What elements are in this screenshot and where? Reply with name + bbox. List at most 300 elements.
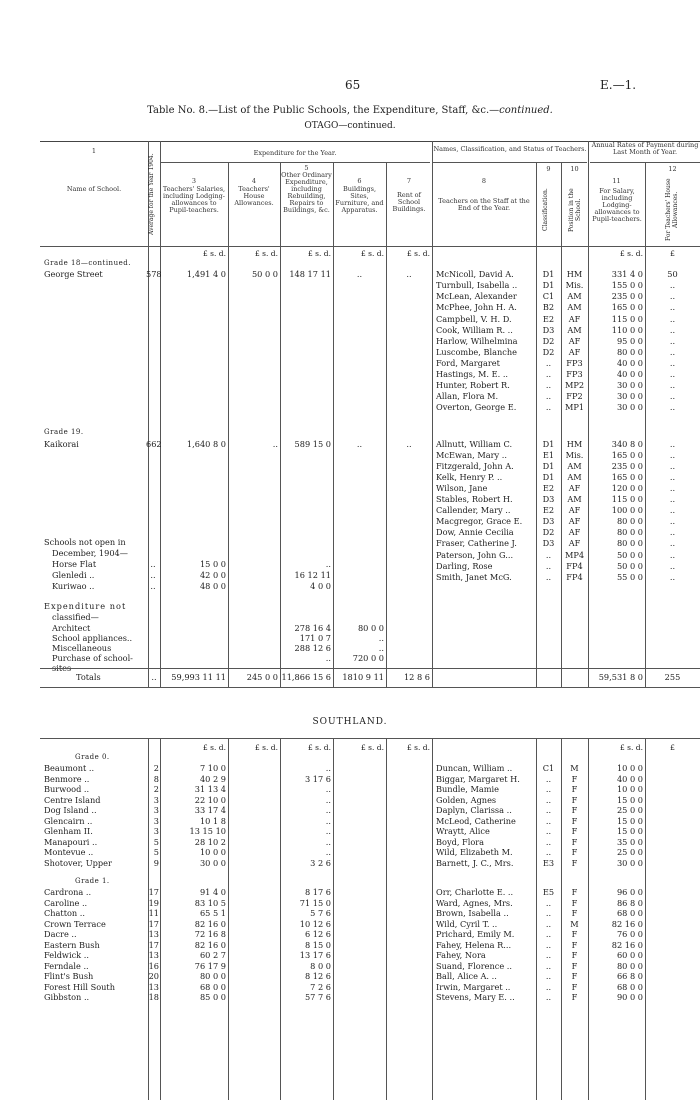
teacher-name: Prichard, Emily M. bbox=[436, 929, 515, 940]
school-salaries: 1,640 8 0 bbox=[186, 438, 226, 449]
school-salaries: 91 4 0 bbox=[199, 887, 226, 898]
school-average: 662 bbox=[146, 438, 162, 449]
vrule-6 bbox=[386, 162, 387, 687]
teacher-position: F bbox=[571, 908, 578, 919]
lsd-col11: £ s. d. bbox=[620, 249, 643, 258]
school-name: Shotover, Upper bbox=[44, 857, 112, 868]
col12-number: 12 bbox=[668, 165, 677, 173]
teacher-salary: 115 0 0 bbox=[611, 313, 643, 324]
teacher-salary: 30 0 0 bbox=[616, 380, 643, 391]
school-salaries: 22 10 0 bbox=[194, 794, 226, 805]
school-average: 17 bbox=[148, 939, 159, 950]
teacher-position: MP1 bbox=[564, 402, 585, 413]
teacher-name: Allan, Flora M. bbox=[436, 391, 499, 402]
school-average: 17 bbox=[148, 887, 159, 898]
teacher-class: .. bbox=[545, 950, 552, 961]
teacher-class: .. bbox=[545, 897, 552, 908]
school-name: Caroline .. bbox=[44, 897, 88, 908]
col3-header: Teachers' Salaries, including Lodging-allowances to Pupil-teachers. bbox=[162, 185, 226, 214]
totals-salary-rate: 59,531 8 0 bbox=[598, 672, 643, 682]
school-other: 7 2 6 bbox=[310, 981, 331, 992]
teacher-name: Hastings, M. E. .. bbox=[436, 369, 509, 379]
teacher-name: Fitzgerald, John A. bbox=[436, 460, 514, 471]
teacher-name: Hunter, Robert R. bbox=[436, 380, 510, 391]
teacher-house-allowance: .. bbox=[669, 494, 676, 504]
school-name: Benmore .. bbox=[44, 773, 90, 784]
teacher-position: MP2 bbox=[564, 380, 585, 391]
unclassified-buildings: .. bbox=[378, 632, 384, 643]
teacher-position: F bbox=[571, 805, 578, 816]
southland-title: SOUTHLAND. bbox=[312, 717, 388, 727]
totals-house: 245 0 0 bbox=[246, 672, 278, 682]
sl-lsd-col6: £ s. d. bbox=[361, 743, 384, 752]
teacher-salary: 15 0 0 bbox=[616, 794, 643, 805]
school-other: 8 15 0 bbox=[304, 939, 331, 950]
teacher-house-allowance: .. bbox=[669, 482, 676, 493]
lsd-col3: £ s. d. bbox=[203, 249, 226, 258]
unclassified-item: School appliances.. bbox=[52, 632, 133, 643]
school-name: Kaikorai bbox=[44, 438, 79, 449]
totals-rule bbox=[40, 668, 700, 669]
teacher-position: AF bbox=[568, 482, 581, 493]
teacher-house-allowance: .. bbox=[669, 324, 676, 335]
teacher-position: AF bbox=[568, 346, 581, 357]
school-other: 13 17 6 bbox=[299, 950, 331, 961]
teacher-house-allowance: .. bbox=[669, 516, 676, 527]
school-average: 3 bbox=[153, 794, 159, 805]
totals-salaries: 59,993 11 11 bbox=[171, 672, 226, 682]
vrule-8 bbox=[536, 162, 537, 687]
teacher-class: E1 bbox=[542, 449, 555, 460]
teacher-position: F bbox=[571, 939, 578, 950]
teacher-salary: 10 0 0 bbox=[616, 763, 643, 774]
teacher-name: Harlow, Wilhelmina bbox=[436, 335, 518, 346]
sl-lsd-col11: £ s. d. bbox=[620, 743, 643, 752]
teacher-position: FP4 bbox=[566, 571, 583, 582]
teacher-position: AM bbox=[567, 471, 582, 482]
teacher-position: Mis. bbox=[565, 449, 584, 460]
teacher-house-allowance: .. bbox=[669, 369, 676, 379]
teacher-name: Boyd, Flora bbox=[436, 836, 485, 847]
teacher-class: .. bbox=[545, 992, 552, 1003]
col9-header: Classification. bbox=[542, 188, 549, 232]
grade-heading: Grade 18—continued. bbox=[44, 259, 131, 267]
teacher-salary: 155 0 0 bbox=[611, 280, 643, 291]
teacher-salary: 165 0 0 bbox=[611, 471, 643, 482]
col6-number: 6 bbox=[357, 177, 362, 185]
teacher-position: HM bbox=[566, 269, 583, 280]
vrule-11 bbox=[645, 162, 646, 687]
teacher-house-allowance: .. bbox=[669, 549, 676, 560]
teacher-position: AF bbox=[568, 313, 581, 324]
teacher-salary: 82 16 0 bbox=[611, 918, 643, 929]
notopen-salaries: 42 0 0 bbox=[199, 570, 226, 581]
teacher-name: Overton, George E. bbox=[436, 402, 517, 413]
sl-lsd-col7: £ s. d. bbox=[407, 743, 430, 752]
col5-header: Other Ordinary Expenditure, including Rebuilding, Repairs to Buildings, &c. bbox=[281, 171, 332, 214]
col-name-header: Name of School. bbox=[66, 185, 122, 193]
teacher-position: AM bbox=[567, 302, 582, 313]
unclassified-buildings: 80 0 0 bbox=[357, 622, 384, 633]
teacher-salary: 80 0 0 bbox=[616, 516, 643, 527]
school-salaries: 68 0 0 bbox=[199, 981, 226, 992]
teacher-house-allowance: .. bbox=[669, 527, 676, 538]
school-other: .. bbox=[325, 836, 331, 847]
teacher-house-allowance: .. bbox=[669, 291, 676, 302]
teacher-house-allowance: .. bbox=[669, 313, 676, 324]
school-other: 8 12 6 bbox=[304, 971, 331, 982]
notopen-salaries: 15 0 0 bbox=[199, 559, 226, 570]
col7-header: Rent of School Buildings. bbox=[392, 191, 426, 213]
teacher-position: AM bbox=[567, 494, 582, 504]
teacher-salary: 66 8 0 bbox=[616, 971, 643, 982]
school-average: 18 bbox=[148, 992, 159, 1003]
teacher-salary: 40 0 0 bbox=[616, 369, 643, 379]
school-name: Chatton .. bbox=[44, 908, 86, 919]
teacher-house-allowance: .. bbox=[669, 391, 676, 402]
notopen-school: Glenledi .. bbox=[52, 570, 95, 581]
teacher-class: .. bbox=[545, 369, 552, 379]
teacher-name: McPhee, John H. A. bbox=[436, 302, 517, 313]
teacher-position: F bbox=[571, 960, 578, 971]
teacher-class: E3 bbox=[542, 857, 555, 868]
teacher-house-allowance: .. bbox=[669, 380, 676, 391]
school-salaries: 13 15 10 bbox=[189, 826, 226, 837]
teacher-position: F bbox=[571, 773, 578, 784]
school-name: Montevue .. bbox=[44, 847, 94, 858]
lsd-col5: £ s. d. bbox=[308, 249, 331, 258]
teacher-position: AF bbox=[568, 516, 581, 527]
lsd-col4: £ s. d. bbox=[255, 249, 278, 258]
teacher-class: .. bbox=[545, 805, 552, 816]
teacher-name: McNicoll, David A. bbox=[436, 269, 514, 280]
teacher-position: F bbox=[571, 981, 578, 992]
teacher-class: .. bbox=[545, 391, 552, 402]
col-avg-header: Average for the Year 1904. bbox=[148, 153, 155, 235]
unclassified-heading-2: classified— bbox=[52, 611, 99, 622]
teacher-position: F bbox=[571, 992, 578, 1003]
teacher-house-allowance: .. bbox=[669, 346, 676, 357]
school-average: 13 bbox=[148, 981, 159, 992]
unclassified-buildings: 720 0 0 bbox=[352, 653, 384, 663]
sl-vrule-11 bbox=[645, 738, 646, 1100]
unclassified-other: .. bbox=[325, 653, 331, 663]
school-average: 17 bbox=[148, 918, 159, 929]
teacher-name: Kelk, Henry P. .. bbox=[436, 471, 503, 482]
teacher-salary: 80 0 0 bbox=[616, 538, 643, 549]
teacher-name: Brown, Isabella .. bbox=[436, 908, 509, 919]
sl-vrule-3 bbox=[228, 738, 229, 1100]
teacher-position: HM bbox=[566, 438, 583, 449]
teacher-position: F bbox=[571, 784, 578, 795]
teacher-house-allowance: .. bbox=[669, 280, 676, 291]
teacher-salary: 86 8 0 bbox=[616, 897, 643, 908]
page-reference: E.—1. bbox=[600, 78, 637, 92]
teacher-name: Luscombe, Blanche bbox=[436, 346, 517, 357]
school-salaries: 40 2 9 bbox=[199, 773, 226, 784]
school-name: Dog Island .. bbox=[44, 805, 97, 816]
teacher-name: Stables, Robert H. bbox=[436, 494, 513, 504]
teacher-name: Golden, Agnes bbox=[436, 794, 497, 805]
sl-vrule-6 bbox=[386, 738, 387, 1100]
teacher-class: D1 bbox=[542, 438, 555, 449]
sl-lsd-col5: £ s. d. bbox=[308, 743, 331, 752]
school-average: 16 bbox=[148, 960, 159, 971]
teacher-position: AM bbox=[567, 291, 582, 302]
unclassified-other: 171 0 7 bbox=[299, 632, 331, 643]
teacher-salary: 80 0 0 bbox=[616, 960, 643, 971]
teacher-salary: 235 0 0 bbox=[611, 460, 643, 471]
school-salaries: 60 2 7 bbox=[199, 950, 226, 961]
teacher-name: Macgregor, Grace E. bbox=[436, 516, 523, 527]
teacher-salary: 82 16 0 bbox=[611, 939, 643, 950]
lsd-col12: £ bbox=[670, 249, 675, 258]
school-salaries: 76 17 9 bbox=[194, 960, 226, 971]
page-number: 65 bbox=[345, 78, 361, 92]
teacher-position: AM bbox=[567, 324, 582, 335]
table-subtitle: OTAGO—continued. bbox=[304, 121, 396, 131]
teacher-name: McLeod, Catherine bbox=[436, 815, 516, 826]
teacher-name: Darling, Rose bbox=[436, 560, 493, 571]
teacher-house-allowance: .. bbox=[669, 471, 676, 482]
totals-avg: .. bbox=[151, 672, 157, 682]
teacher-position: AF bbox=[568, 335, 581, 346]
header-bottom-rule bbox=[40, 246, 700, 247]
lsd-col7: £ s. d. bbox=[407, 249, 430, 258]
school-name: Glencairn .. bbox=[44, 815, 93, 826]
school-other: .. bbox=[325, 794, 331, 805]
teacher-salary: 68 0 0 bbox=[616, 981, 643, 992]
teacher-salary: 96 0 0 bbox=[616, 887, 643, 898]
teacher-class: .. bbox=[545, 826, 552, 837]
teacher-salary: 76 0 0 bbox=[616, 929, 643, 940]
teacher-position: AF bbox=[568, 538, 581, 549]
teacher-position: F bbox=[571, 887, 578, 898]
teacher-class: .. bbox=[545, 380, 552, 391]
teacher-class: .. bbox=[545, 960, 552, 971]
teacher-house-allowance: .. bbox=[669, 402, 676, 413]
vrule-7 bbox=[432, 141, 433, 687]
teacher-class: .. bbox=[545, 549, 552, 560]
teacher-class: .. bbox=[545, 402, 552, 413]
teacher-house-allowance: .. bbox=[669, 335, 676, 346]
teacher-name: Wild, Cyril T. .. bbox=[436, 918, 498, 929]
school-other: 8 0 0 bbox=[310, 960, 331, 971]
col5-number: 5 bbox=[304, 164, 309, 172]
unclassified-item: Architect bbox=[52, 622, 91, 633]
teacher-salary: 100 0 0 bbox=[611, 505, 643, 516]
teacher-position: F bbox=[571, 826, 578, 837]
col8-header: Teachers on the Staff at the End of the Year. bbox=[438, 197, 530, 212]
school-other: 10 12 6 bbox=[299, 918, 331, 929]
school-other: 8 17 6 bbox=[304, 887, 331, 898]
school-average: 2 bbox=[153, 763, 159, 774]
teacher-class: .. bbox=[545, 571, 552, 582]
school-other: .. bbox=[325, 847, 331, 858]
school-name: Forest Hill South bbox=[44, 981, 115, 992]
teacher-position: MP4 bbox=[564, 549, 585, 560]
teacher-salary: 40 0 0 bbox=[616, 357, 643, 368]
teacher-position: F bbox=[571, 836, 578, 847]
teacher-name: Biggar, Margaret H. bbox=[436, 773, 520, 784]
title-prefix: Table No. 8.—List of the Public Schools, the Expenditure, Staff, &c.— bbox=[147, 105, 500, 116]
teacher-house-allowance: .. bbox=[669, 538, 676, 549]
teacher-class: D2 bbox=[542, 346, 555, 357]
school-average: 20 bbox=[148, 971, 159, 982]
school-salaries: 85 0 0 bbox=[199, 992, 226, 1003]
names-header: Names, Classification, and Status of Teachers. bbox=[433, 145, 587, 153]
school-name: Centre Island bbox=[44, 794, 101, 805]
teacher-class: D3 bbox=[542, 538, 555, 549]
teacher-name: Ford, Margaret bbox=[436, 357, 500, 368]
teacher-position: F bbox=[571, 897, 578, 908]
teacher-name: Ball, Alice A. .. bbox=[436, 971, 497, 982]
school-salaries: 65 5 1 bbox=[199, 908, 226, 919]
school-salaries: 72 16 8 bbox=[194, 929, 226, 940]
col12-header: For Teachers' House Allowances. bbox=[665, 178, 679, 242]
teacher-position: FP2 bbox=[566, 391, 583, 402]
school-rent: .. bbox=[406, 269, 412, 280]
teacher-position: F bbox=[571, 929, 578, 940]
teacher-name: Campbell, V. H. D. bbox=[436, 313, 512, 324]
col1-number: 1 bbox=[91, 147, 97, 155]
teacher-class: C1 bbox=[542, 291, 555, 302]
teacher-salary: 60 0 0 bbox=[616, 950, 643, 961]
teacher-name: Callender, Mary .. bbox=[436, 505, 511, 516]
unclassified-other: 288 12 6 bbox=[294, 642, 331, 653]
notopen-avg-dots: .. bbox=[150, 559, 156, 570]
teacher-salary: 120 0 0 bbox=[611, 482, 643, 493]
teacher-class: E2 bbox=[542, 313, 555, 324]
school-other: 5 7 6 bbox=[310, 908, 331, 919]
teacher-name: McLean, Alexander bbox=[436, 291, 517, 302]
teacher-house-allowance: .. bbox=[669, 302, 676, 313]
teacher-salary: 165 0 0 bbox=[611, 302, 643, 313]
teacher-salary: 80 0 0 bbox=[616, 346, 643, 357]
school-rent: .. bbox=[406, 438, 412, 449]
teacher-name: Stevens, Mary E. .. bbox=[436, 992, 515, 1003]
teacher-position: AF bbox=[568, 505, 581, 516]
teacher-salary: 331 4 0 bbox=[611, 269, 643, 280]
vrule-3 bbox=[228, 162, 229, 687]
teacher-salary: 30 0 0 bbox=[616, 402, 643, 413]
teacher-class: .. bbox=[545, 918, 552, 929]
col6-header: Buildings, Sites, Furniture, and Apparatus. bbox=[335, 185, 384, 214]
school-name: Ferndale .. bbox=[44, 960, 89, 971]
teacher-class: D1 bbox=[542, 269, 555, 280]
teacher-house-allowance: .. bbox=[669, 560, 676, 571]
vrule-2 bbox=[160, 141, 161, 687]
school-name: Cardrona .. bbox=[44, 887, 92, 898]
teacher-name: Daplyn, Clarissa .. bbox=[436, 805, 512, 816]
school-name: Eastern Bush bbox=[44, 939, 100, 950]
teacher-class: E2 bbox=[542, 505, 555, 516]
school-buildings: .. bbox=[356, 269, 363, 280]
school-salaries: 7 10 0 bbox=[199, 763, 226, 774]
teacher-class: .. bbox=[545, 357, 552, 368]
teacher-class: C1 bbox=[542, 763, 555, 774]
totals-label: Totals bbox=[76, 672, 101, 682]
notopen-heading: Schools not open in bbox=[44, 537, 126, 547]
teacher-salary: 30 0 0 bbox=[616, 857, 643, 868]
school-salaries: 10 0 0 bbox=[199, 847, 226, 858]
teacher-name: Bundle, Mamie bbox=[436, 784, 499, 795]
school-other: .. bbox=[325, 784, 331, 795]
teacher-class: E5 bbox=[542, 887, 555, 898]
school-name: Glenham II. bbox=[44, 826, 93, 837]
notopen-avg-dots: .. bbox=[150, 581, 156, 592]
teacher-salary: 50 0 0 bbox=[616, 560, 643, 571]
teacher-class: .. bbox=[545, 794, 552, 805]
teacher-position: F bbox=[571, 794, 578, 805]
school-average: 2 bbox=[153, 784, 159, 795]
school-average: 3 bbox=[153, 805, 159, 816]
school-salaries: 82 16 0 bbox=[194, 918, 226, 929]
expenditure-rule bbox=[160, 162, 430, 163]
teacher-class: D1 bbox=[542, 460, 555, 471]
notopen-school: Horse Flat bbox=[52, 559, 97, 570]
school-other: .. bbox=[325, 826, 331, 837]
school-other: .. bbox=[325, 763, 331, 774]
teacher-salary: 55 0 0 bbox=[616, 571, 643, 582]
teacher-class: .. bbox=[545, 773, 552, 784]
sl-lsd-col4: £ s. d. bbox=[255, 743, 278, 752]
notopen-other: 16 12 11 bbox=[294, 570, 331, 581]
teacher-name: Turnbull, Isabella .. bbox=[436, 280, 518, 291]
teacher-class: D1 bbox=[542, 280, 555, 291]
unclassified-other: 278 16 4 bbox=[294, 622, 331, 633]
col8-number: 8 bbox=[481, 177, 487, 185]
teacher-name: Paterson, John G... bbox=[436, 549, 514, 560]
school-salaries: 10 1 8 bbox=[199, 815, 226, 826]
col11-header: For Salary, including Lodging-allowances to Pupil-teachers. bbox=[592, 187, 642, 223]
teacher-class: .. bbox=[545, 815, 552, 826]
teacher-salary: 25 0 0 bbox=[616, 805, 643, 816]
teacher-salary: 95 0 0 bbox=[616, 335, 643, 346]
teacher-house-allowance: .. bbox=[669, 571, 676, 582]
teacher-class: E2 bbox=[542, 482, 555, 493]
school-house: .. bbox=[272, 438, 278, 449]
col7-number: 7 bbox=[406, 177, 412, 185]
notopen-salaries: 48 0 0 bbox=[199, 581, 226, 592]
sl-lsd-col3: £ s. d. bbox=[203, 743, 226, 752]
teacher-class: D1 bbox=[542, 471, 555, 482]
teacher-position: FP3 bbox=[566, 357, 583, 368]
school-name: Flint's Bush bbox=[44, 971, 94, 982]
teacher-house-allowance: .. bbox=[669, 357, 676, 368]
school-average: 13 bbox=[148, 950, 159, 961]
title-suffix: continued. bbox=[499, 105, 553, 116]
school-other: 3 17 6 bbox=[304, 773, 331, 784]
vrule-4 bbox=[280, 162, 281, 687]
teacher-house-allowance: .. bbox=[669, 460, 676, 471]
school-other: .. bbox=[325, 815, 331, 826]
teacher-house-allowance: .. bbox=[669, 505, 676, 516]
teacher-salary: 80 0 0 bbox=[616, 527, 643, 538]
teacher-salary: 235 0 0 bbox=[611, 291, 643, 302]
totals-other: 11,866 15 6 bbox=[281, 672, 331, 682]
lsd-col6: £ s. d. bbox=[361, 249, 384, 258]
teacher-class: .. bbox=[545, 908, 552, 919]
teacher-salary: 10 0 0 bbox=[616, 784, 643, 795]
teacher-name: Fraser, Catherine J. bbox=[436, 538, 517, 549]
school-other: .. bbox=[325, 805, 331, 816]
school-house: 50 0 0 bbox=[251, 269, 278, 280]
school-other: 57 7 6 bbox=[304, 992, 331, 1003]
col9-number: 9 bbox=[546, 165, 551, 173]
school-average: 19 bbox=[148, 897, 159, 908]
teacher-name: Wilson, Jane bbox=[436, 482, 488, 493]
